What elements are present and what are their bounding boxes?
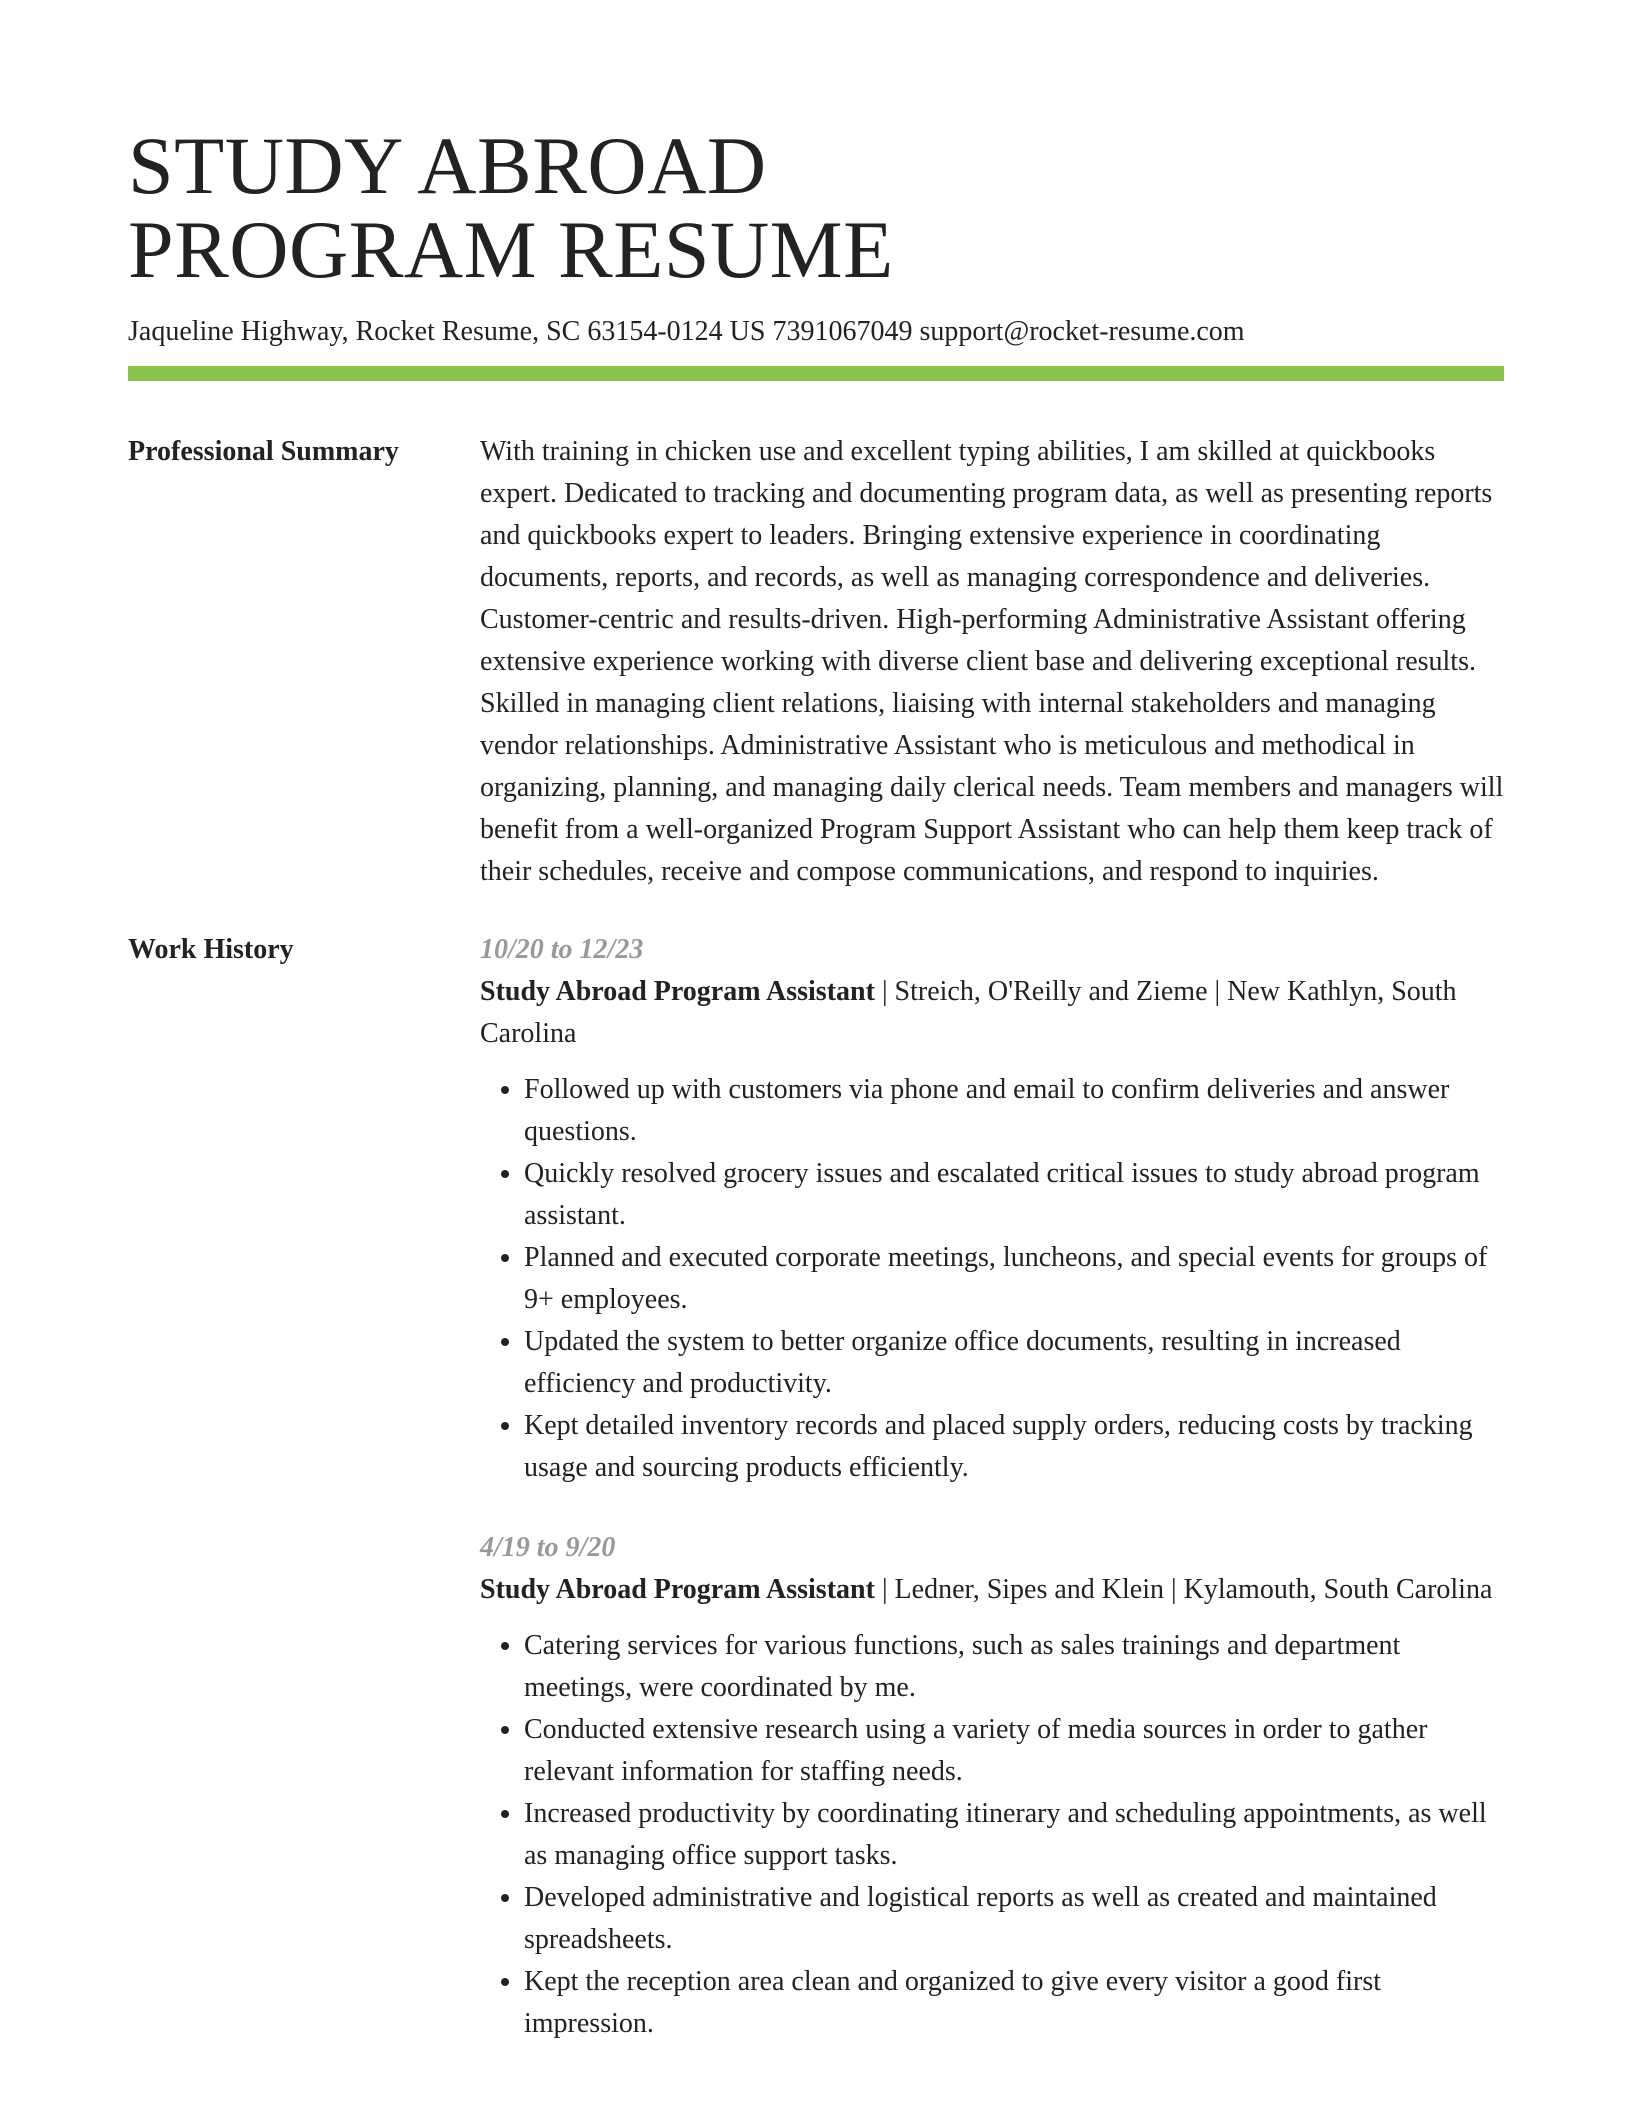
resume-title-line-1: STUDY ABROAD <box>128 120 767 211</box>
accent-divider <box>128 366 1504 381</box>
job-bullet: • Followed up with customers via phone and email to confirm deliveries and answer questions. <box>524 1069 1504 1153</box>
job-entry <box>480 1527 1504 2045</box>
job-bullet: • Planned and executed corporate meetings, luncheons, and special events for groups of 9+ employees. <box>524 1237 1504 1321</box>
job-bullet-list <box>480 1069 1504 1489</box>
job-dates: 4/19 to 9/20 <box>480 1532 616 1563</box>
contact-info: Jaqueline Highway, Rocket Resume, SC 63154-0124 US 7391067049 support@rocket-resume.com <box>128 316 1245 347</box>
job-title: Study Abroad Program Assistant <box>480 976 875 1007</box>
job-heading <box>480 971 1504 1055</box>
job-entry <box>480 929 1504 1489</box>
job-details: | Streich, O'Reilly and Zieme | New Kathlyn, South Carolina <box>480 976 1457 1049</box>
job-bullet: • Increased productivity by coordinating itinerary and scheduling appointments, as well as managing office support tasks. <box>524 1793 1504 1877</box>
job-bullet: • Conducted extensive research using a variety of media sources in order to gather relevant information for staffing needs. <box>524 1709 1504 1793</box>
professional-summary-section <box>128 431 1504 893</box>
job-bullet: • Quickly resolved grocery issues and escalated critical issues to study abroad program assistant. <box>524 1153 1504 1237</box>
professional-summary-body <box>480 431 1504 893</box>
job-heading <box>480 1569 1504 1611</box>
job-bullet: • Kept the reception area clean and organized to give every visitor a good first impression. <box>524 1961 1504 2045</box>
resume-title-line-2: PROGRAM RESUME <box>128 204 894 295</box>
job-bullet: • Developed administrative and logistical reports as well as created and maintained spreadsheets. <box>524 1877 1504 1961</box>
job-bullet-list <box>480 1625 1504 2045</box>
work-history-body <box>480 929 1504 2083</box>
resume-title <box>128 120 1504 295</box>
job-title: Study Abroad Program Assistant <box>480 1574 875 1605</box>
job-bullet: • Catering services for various functions, such as sales trainings and department meetings, were coordinated by me. <box>524 1625 1504 1709</box>
work-history-heading: Work History <box>128 934 294 965</box>
job-dates: 10/20 to 12/23 <box>480 934 644 965</box>
work-history-section <box>128 929 1504 2083</box>
job-bullet: • Kept detailed inventory records and placed supply orders, reducing costs by tracking usage and sourcing products efficiently. <box>524 1405 1504 1489</box>
professional-summary-text: With training in chicken use and excellent typing abilities, I am skilled at quickbooks expert. Dedicated to tracking and documenting program data, as well as presenting reports and quickbooks expert to leaders. Bringing extensive experience in coordinating documents, reports, and records, as well as managing correspondence and deliveries. Customer-centric and results-driven. High-performing Administrative Assistant offering extensive experience working with diverse client base and delivering exceptional results. Skilled in managing client relations, liaising with internal stakeholders and managing vendor relationships. Administrative Assistant who is meticulous and methodical in organizing, planning, and managing daily clerical needs. Team members and managers will benefit from a well-organized Program Support Assistant who can help them keep track of their schedules, receive and compose communications, and respond to inquiries. <box>480 436 1504 887</box>
professional-summary-heading: Professional Summary <box>128 436 399 467</box>
job-details: | Ledner, Sipes and Klein | Kylamouth, South Carolina <box>874 1574 1493 1605</box>
job-bullet: • Updated the system to better organize office documents, resulting in increased efficiency and productivity. <box>524 1321 1504 1405</box>
